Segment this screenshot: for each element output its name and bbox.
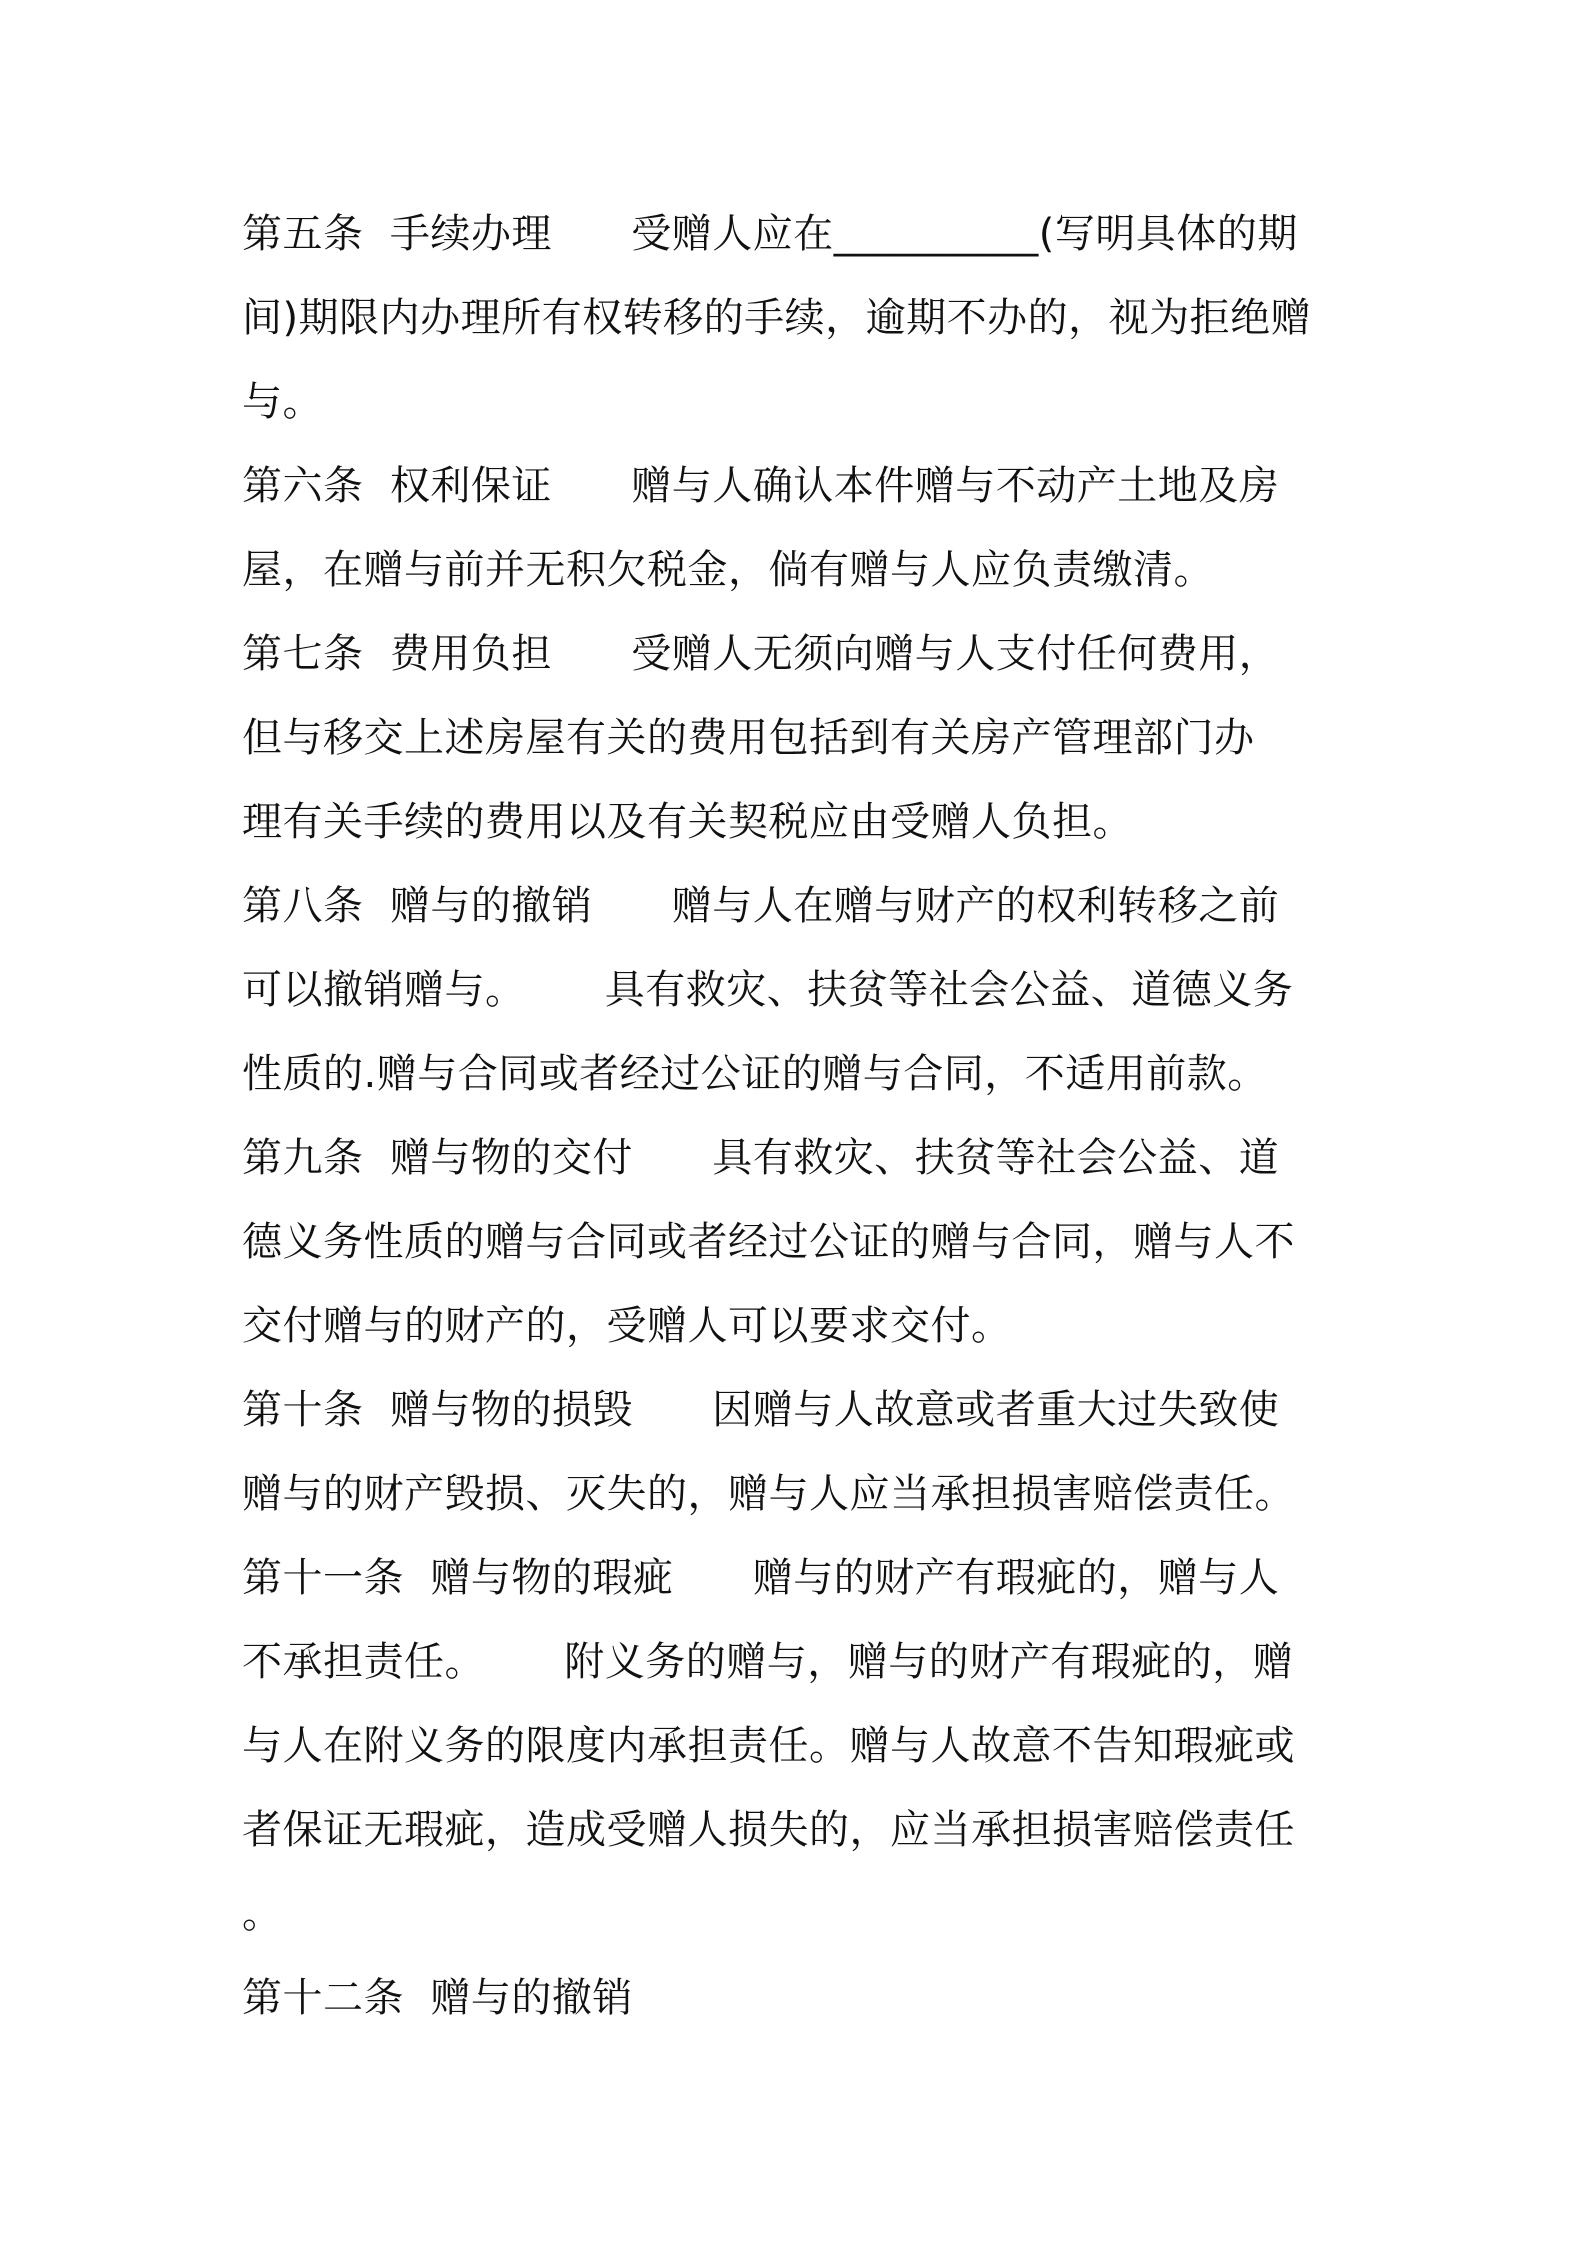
text-line: 第八条 赠与的撤销 赠与人在赠与财产的权利转移之前	[242, 883, 1280, 929]
text-line: 第六条 权利保证 赠与人确认本件赠与不动产土地及房	[242, 463, 1280, 509]
text-line: 不承担责任。 附义务的赠与，赠与的财产有瑕疵的，赠	[242, 1639, 1294, 1685]
text-line: 第九条 赠与物的交付 具有救灾、扶贫等社会公益、道	[242, 1135, 1280, 1181]
text-line: 性质的.赠与合同或者经过公证的赠与合同，不适用前款。	[242, 1051, 1268, 1097]
text-line: 与。	[242, 379, 323, 425]
text-line: 与人在附义务的限度内承担责任。赠与人故意不告知瑕疵或	[242, 1723, 1295, 1769]
text-line: 可以撤销赠与。 具有救灾、扶贫等社会公益、道德义务	[242, 967, 1294, 1013]
text-line: 第七条 费用负担 受赠人无须向赠与人支付任何费用，	[242, 631, 1280, 677]
text-line: 赠与的财产毁损、灭失的，赠与人应当承担损害赔偿责任。	[242, 1471, 1295, 1517]
text-line: 交付赠与的财产的，受赠人可以要求交付。	[242, 1303, 1012, 1349]
text-line: 第五条 手续办理 受赠人应在__________(写明具体的期	[242, 211, 1298, 257]
text-line: 屋，在赠与前并无积欠税金，倘有赠与人应负责缴清。	[242, 547, 1214, 593]
text-line: 。	[242, 1891, 283, 1937]
text-line: 者保证无瑕疵，造成受赠人损失的，应当承担损害赔偿责任	[242, 1807, 1295, 1853]
text-line: 第十一条 赠与物的瑕疵 赠与的财产有瑕疵的，赠与人	[242, 1555, 1280, 1601]
text-line: 德义务性质的赠与合同或者经过公证的赠与合同，赠与人不	[242, 1219, 1295, 1265]
text-line: 第十二条 赠与的撤销	[242, 1975, 633, 2021]
text-line: 第十条 赠与物的损毁 因赠与人故意或者重大过失致使	[242, 1387, 1280, 1433]
text-line: 但与移交上述房屋有关的费用包括到有关房产管理部门办	[242, 715, 1255, 761]
text-line: 理有关手续的费用以及有关契税应由受赠人负担。	[242, 799, 1133, 845]
text-line: 间)期限内办理所有权转移的手续，逾期不办的，视为拒绝赠	[242, 295, 1312, 341]
document-body	[242, 192, 1352, 2040]
